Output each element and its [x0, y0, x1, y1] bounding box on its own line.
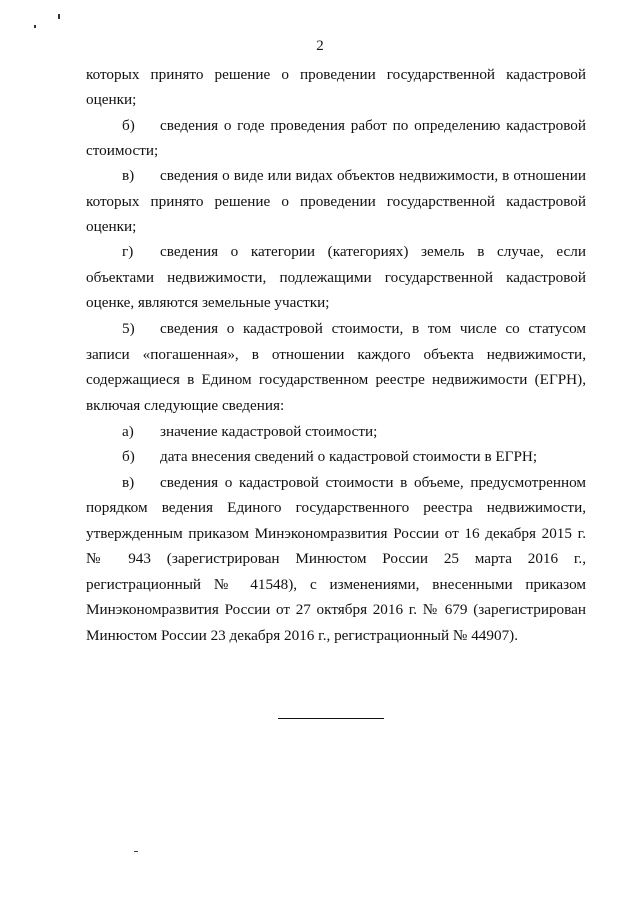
scan-speck [134, 851, 138, 852]
scan-speck [58, 14, 60, 19]
text-line: стоимости; [86, 142, 159, 159]
text-line: оценки; [86, 218, 137, 235]
text-line: сведения о годе проведения работ по определению кадастровой [160, 117, 586, 134]
text-line: сведения о кадастровой стоимости в объеме, предусмотренном [160, 474, 586, 491]
scan-speck [34, 25, 36, 28]
text-line: значение кадастровой стоимости; [160, 423, 378, 440]
text-line: объектами недвижимости, подлежащими государственной кадастровой [86, 269, 586, 286]
list-marker: б) [122, 448, 135, 465]
text-line: содержащиеся в Едином государственном реестре недвижимости (ЕГРН), [86, 371, 586, 388]
text-line: порядком ведения Единого государственного реестра недвижимости, [86, 499, 586, 516]
text-line: № 943 (зарегистрирован Минюстом России 25 марта 2016 г., [86, 550, 586, 567]
list-marker: 5) [122, 320, 135, 337]
text-line: оценке, являются земельные участки; [86, 294, 330, 311]
text-line: записи «погашенная», в отношении каждого объекта недвижимости, [86, 346, 586, 363]
list-marker: а) [122, 423, 134, 440]
separator-line [278, 718, 384, 719]
text-line: сведения о кадастровой стоимости, в том числе со статусом [160, 320, 586, 337]
text-line: которых принято решение о проведении государственной кадастровой [86, 66, 586, 83]
text-line: дата внесения сведений о кадастровой стоимости в ЕГРН; [160, 448, 538, 465]
page-number: 2 [316, 38, 324, 54]
text-line: которых принято решение о проведении государственной кадастровой [86, 193, 586, 210]
list-marker: г) [122, 243, 134, 260]
text-line: оценки; [86, 91, 137, 108]
text-line: Минэкономразвития России от 27 октября 2016 г. № 679 (зарегистрирован [86, 601, 586, 618]
text-line: утвержденным приказом Минэкономразвития России от 16 декабря 2015 г. [86, 525, 586, 542]
text-line: сведения о виде или видах объектов недвижимости, в отношении [160, 167, 586, 184]
list-marker: в) [122, 474, 135, 491]
list-marker: в) [122, 167, 135, 184]
text-line: Минюстом России 23 декабря 2016 г., регистрационный № 44907). [86, 627, 519, 644]
text-line: регистрационный № 41548), с изменениями, внесенными приказом [86, 576, 586, 593]
list-marker: б) [122, 117, 135, 134]
text-line: включая следующие сведения: [86, 397, 285, 414]
text-line: сведения о категории (категориях) земель в случае, если [160, 243, 586, 260]
